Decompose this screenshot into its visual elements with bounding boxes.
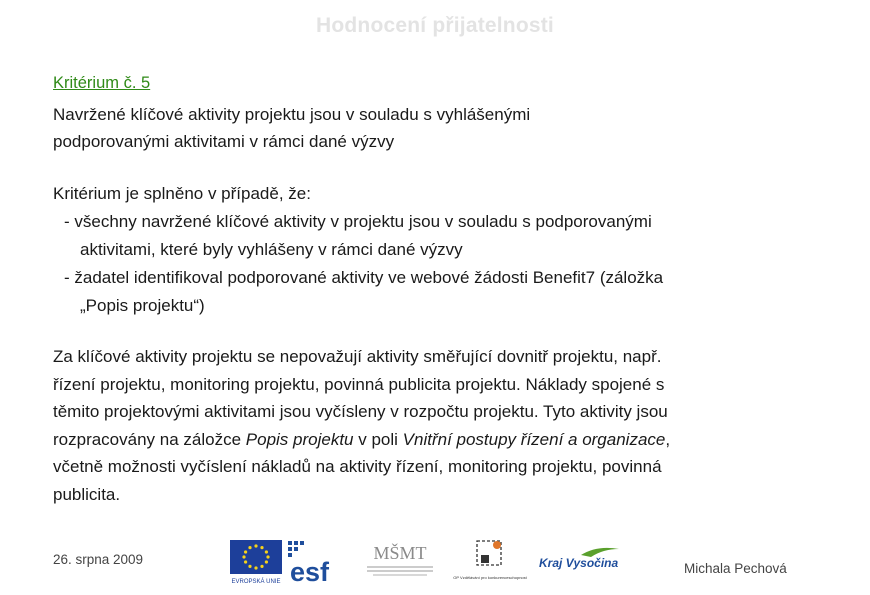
note-italic-field: Vnitřní postupy řízení a organizace bbox=[402, 429, 666, 449]
slide-title: Hodnocení přijatelnosti bbox=[316, 14, 554, 37]
note-line: těmito projektovými aktivitami jsou vyčísleny v rozpočtu projektu. Tyto aktivity jsou bbox=[53, 402, 668, 421]
note-line bbox=[53, 426, 793, 454]
condition-item: - žadatel identifikoval podporované aktivity ve webové žádosti Benefit7 (záložka bbox=[64, 268, 664, 287]
note-text: v poli bbox=[353, 429, 403, 449]
condition-item-continuation: aktivitami, které byly vyhlášeny v rámci dané výzvy bbox=[80, 240, 463, 259]
fulfilment-intro: Kritérium je splněno v případě, že: bbox=[53, 184, 311, 203]
criterion-heading: Kritérium č. 5 bbox=[53, 74, 151, 92]
condition-item-continuation: „Popis projektu“) bbox=[80, 296, 205, 315]
note-paragraph bbox=[53, 343, 793, 508]
op-vk-logo bbox=[453, 535, 527, 583]
note-line: řízení projektu, monitoring projektu, povinná publicita projektu. Náklady spojené s bbox=[53, 374, 665, 394]
kraj-label: Kraj Vysočina bbox=[539, 556, 619, 570]
criterion-description-line: podporovanými aktivitami v rámci dané výzvy bbox=[53, 132, 395, 151]
op-label: OP Vzdělávání pro konkurenceschopnost bbox=[453, 575, 527, 580]
note-text: rozpracovány na záložce bbox=[53, 429, 246, 449]
esf-logo bbox=[286, 539, 336, 587]
criterion-description-line: Navržené klíčové aktivity projektu jsou v souladu s vyhlášenými bbox=[53, 105, 531, 124]
condition-item: - všechny navržené klíčové aktivity v projektu jsou v souladu s podporovanými bbox=[64, 212, 652, 231]
criterion-description bbox=[53, 101, 773, 155]
esf-label: esf bbox=[290, 557, 330, 587]
footer-date: 26. srpna 2009 bbox=[53, 552, 144, 567]
footer-author: Michala Pechová bbox=[684, 561, 787, 576]
msmt-logo bbox=[359, 537, 441, 583]
note-text: , bbox=[665, 429, 671, 449]
note-line: Za klíčové aktivity projektu se nepovažují aktivity směřující dovnitř projektu, např. bbox=[53, 347, 662, 366]
eu-flag-logo bbox=[229, 539, 283, 585]
kraj-vysocina-logo bbox=[537, 543, 629, 577]
msmt-label: MŠMT bbox=[373, 543, 427, 563]
fulfilment-conditions bbox=[53, 180, 813, 320]
note-line: včetně možnosti vyčíslení nákladů na aktivity řízení, monitoring projektu, povinná bbox=[53, 457, 662, 476]
note-line: publicita. bbox=[53, 484, 121, 504]
note-italic-tab: Popis projektu bbox=[245, 429, 354, 449]
logo-strip bbox=[229, 535, 629, 585]
eu-label: EVROPSKÁ UNIE bbox=[231, 579, 281, 585]
